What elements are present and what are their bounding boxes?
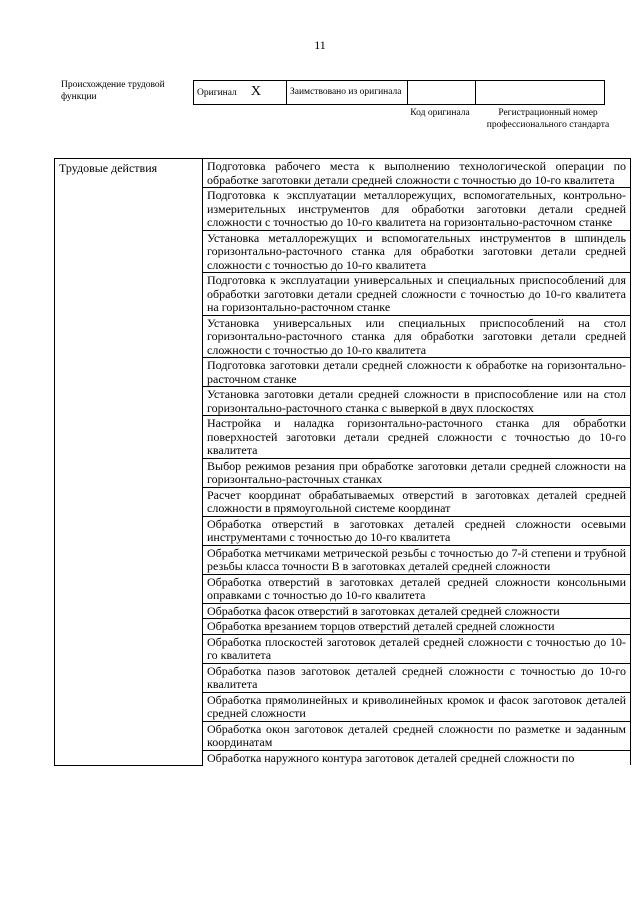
labor-actions-table [54, 158, 631, 766]
labor-action-item: Обработка врезанием торцов отверстий деталей средней сложности [203, 619, 631, 635]
labor-action-item: Установка металлорежущих и вспомогательных инструментов в шпиндель горизонтально-расточного станка для обработки заготовки детали средней сложности с точностью до 10-го квалитета [203, 230, 631, 273]
labor-action-item: Обработка отверстий в заготовках деталей средней сложности осевыми инструментами с точностью до 10-го квалитета [203, 516, 631, 545]
original-label: Оригинал [197, 88, 237, 98]
origin-table [193, 80, 605, 105]
labor-action-item: Обработка наружного контура заготовок деталей средней сложности по [203, 750, 631, 765]
original-mark: X [250, 84, 261, 99]
labor-action-item: Обработка фасок отверстий в заготовках деталей средней сложности [203, 603, 631, 619]
labor-action-row [55, 159, 631, 188]
original-cell [194, 81, 287, 105]
labor-action-item: Подготовка рабочего места к выполнению технологической операции по обработке заготовки детали средней сложности с точностью до 10-го квалитета [203, 159, 631, 188]
labor-action-item: Подготовка к эксплуатации универсальных и специальных приспособлений для обработки заготовки детали средней сложности с точностью до 10-го квалитета на горизонтально-расточном станке [203, 273, 631, 316]
labor-action-item: Расчет координат обрабатываемых отверстий в заготовках деталей средней сложности в прямоугольной системе координат [203, 487, 631, 516]
original-code-cell [408, 81, 476, 105]
registration-number-caption: Регистрационный номер профессионального стандарта [486, 108, 610, 130]
borrowed-cell: Заимствовано из оригинала [287, 81, 408, 105]
labor-action-item: Установка заготовки детали средней сложности в приспособление или на стол горизонтально-расточного станка с выверкой в двух плоскостях [203, 387, 631, 416]
labor-actions-heading: Трудовые действия [55, 159, 203, 766]
registration-number-cell [476, 81, 605, 105]
labor-action-item: Установка универсальных или специальных приспособлений на стол горизонтально-расточного станка для обработки заготовки детали средней сложности с точностью до 10-го квалитета [203, 315, 631, 358]
labor-action-item: Обработка прямолинейных и криволинейных кромок и фасок заготовок деталей средней сложности [203, 692, 631, 721]
labor-action-item: Выбор режимов резания при обработке заготовки детали средней сложности на горизонтально-расточных станках [203, 458, 631, 487]
labor-action-item: Подготовка к эксплуатации металлорежущих, вспомогательных, контрольно-измерительных инструментов для обработки заготовки детали средней сложности с точностью до 10-го квалитета на горизонтально-расточном станке [203, 188, 631, 231]
page-number: 11 [314, 38, 326, 52]
labor-action-item: Обработка отверстий в заготовках деталей средней сложности консольными оправками с точностью до 10-го квалитета [203, 574, 631, 603]
labor-action-item: Настройка и наладка горизонтально-расточного станка для обработки поверхностей заготовки детали средней сложности с точностью до 10-го квалитета [203, 416, 631, 459]
labor-action-item: Обработка метчиками метрической резьбы с точностью до 7-й степени и трубной резьбы класса точности В в заготовках деталей средней сложности [203, 545, 631, 574]
labor-action-item: Обработка плоскостей заготовок деталей средней сложности с точностью до 10-го квалитета [203, 634, 631, 663]
labor-action-item: Обработка окон заготовок деталей средней сложности по разметке и заданным координатам [203, 721, 631, 750]
origin-label: Происхождение трудовой функции [61, 80, 165, 102]
labor-action-item: Обработка пазов заготовок деталей средней сложности с точностью до 10-го квалитета [203, 663, 631, 692]
labor-action-item: Подготовка заготовки детали средней сложности к обработке на горизонтально-расточном станке [203, 358, 631, 387]
original-code-caption: Код оригинала [410, 108, 470, 118]
